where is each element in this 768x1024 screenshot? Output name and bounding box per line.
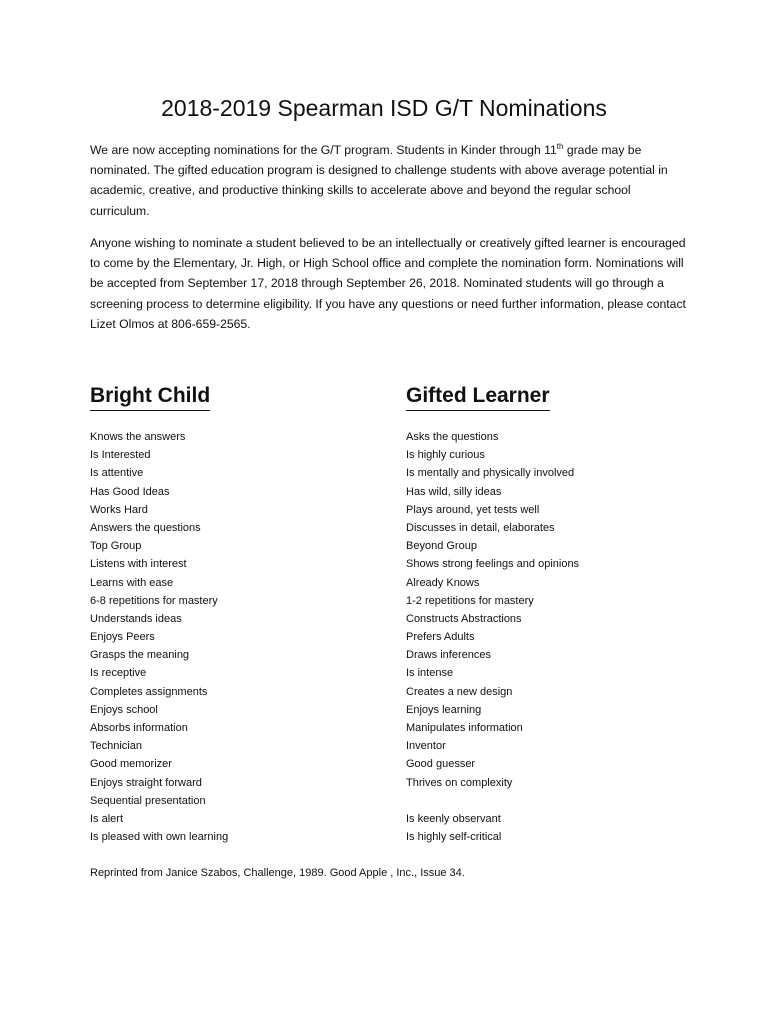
intro-text-part-2: grade may be nominated. The gifted education program is designed to challenge students with above average potential in academic, creative, and productive thinking skills to accelerate above and beyond the regular school curriculum. [90, 143, 668, 218]
bright-child-item: Has Good Ideas [90, 485, 170, 498]
gifted-learner-item: Prefers Adults [406, 631, 475, 644]
ordinal-suffix: th [556, 141, 564, 151]
gifted-learner-item: Beyond Group [406, 540, 477, 553]
bright-child-item: Works Hard [90, 503, 148, 516]
citation-footer: Reprinted from Janice Szabos, Challenge, 1989. Good Apple , Inc., Issue 34. [90, 867, 465, 879]
gifted-learner-item: Has wild, silly ideas [406, 485, 502, 498]
page-title: 2018-2019 Spearman ISD G/T Nominations [161, 95, 607, 121]
bright-child-item: Is pleased with own learning [90, 831, 229, 844]
bright-child-item: Is receptive [90, 667, 147, 680]
bright-child-item: Absorbs information [90, 722, 188, 734]
bright-child-item: Is alert [90, 812, 124, 825]
bright-child-item: Sequential presentation [90, 794, 206, 807]
bright-child-item: Top Group [90, 540, 142, 553]
bright-child-list [90, 428, 228, 846]
intro-paragraph-1 [90, 140, 690, 221]
gifted-learner-item: Draws inferences [406, 649, 491, 662]
gifted-learner-item: Good guesser [406, 758, 476, 771]
bright-child-item: Knows the answers [90, 431, 186, 443]
gifted-learner-item: Shows strong feelings and opinions [406, 558, 580, 571]
gifted-learner-item: Enjoys learning [406, 703, 482, 716]
bright-child-item: Completes assignments [90, 685, 208, 698]
gifted-learner-item: Thrives on complexity [406, 776, 513, 789]
bright-child-item: Understands ideas [90, 612, 182, 625]
bright-child-item: Enjoys straight forward [90, 776, 202, 789]
gifted-learner-item: Is highly self-critical [406, 831, 502, 844]
bright-child-heading: Bright Child [90, 382, 210, 411]
gifted-learner-item: Already Knows [406, 576, 480, 589]
gifted-learner-item: Asks the questions [406, 431, 499, 443]
bright-child-item: Listens with interest [90, 558, 187, 571]
gifted-learner-item: Plays around, yet tests well [406, 503, 540, 516]
bright-child-item: Is attentive [90, 467, 144, 480]
bright-child-item: Is Interested [90, 449, 151, 462]
bright-child-item: Answers the questions [90, 521, 201, 534]
gifted-learner-item: Is intense [406, 667, 454, 680]
intro-paragraph-2: Anyone wishing to nominate a student believed to be an intellectually or creatively gifted learner is encouraged to come by the Elementary, Jr. High, or High School office and complete the nomination form. Nominations will be accepted from September 17, 2018 through September 26, 2018. Nominated students will go through a screening process to determine eligibility. If you have any questions or need further information, please contact Lizet Olmos at 806-659-2565. [90, 236, 686, 331]
bright-child-item: Enjoys school [90, 703, 158, 716]
gifted-learner-item: Creates a new design [406, 685, 513, 698]
gifted-learner-item: Manipulates information [406, 722, 523, 734]
gifted-learner-item: Is highly curious [406, 449, 485, 462]
gifted-learner-heading: Gifted Learner [406, 382, 550, 411]
bright-child-item: Grasps the meaning [90, 649, 190, 662]
intro-text-part-1: We are now accepting nominations for the G/T program. Students in Kinder through 11 [90, 143, 557, 157]
bright-child-item: Learns with ease [90, 576, 174, 589]
gifted-learner-item: Is mentally and physically involved [406, 467, 575, 480]
bright-child-item: Good memorizer [90, 758, 172, 771]
bright-child-item: 6-8 repetitions for mastery [90, 594, 218, 607]
gifted-learner-item [406, 792, 579, 810]
gifted-learner-item: Inventor [406, 740, 446, 753]
gifted-learner-item: Is keenly observant [406, 812, 501, 825]
bright-child-item: Technician [90, 740, 142, 753]
gifted-learner-item: 1-2 repetitions for mastery [406, 594, 534, 607]
bright-child-item: Enjoys Peers [90, 631, 155, 644]
gifted-learner-item: Constructs Abstractions [406, 612, 522, 625]
gifted-learner-list [406, 428, 579, 846]
gifted-learner-item: Discusses in detail, elaborates [406, 521, 555, 534]
